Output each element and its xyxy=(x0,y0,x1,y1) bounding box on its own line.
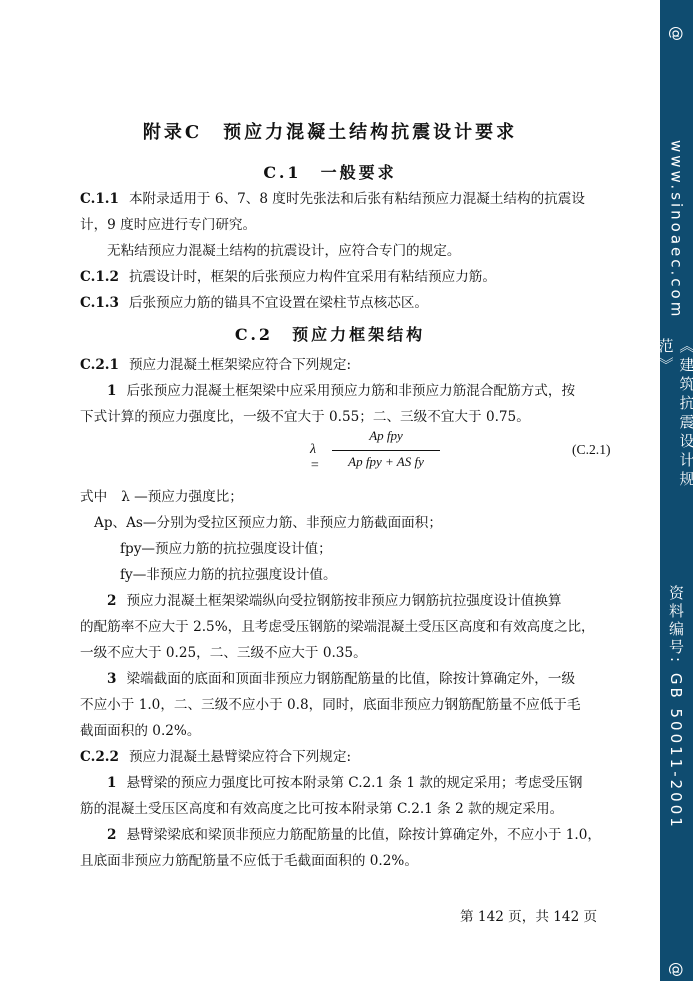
item-3-line2: 不应小于 1.0，二、三级不应小于 0.8，同时，底面非预应力钢筋配筋量不应低于毛 xyxy=(80,697,581,713)
section-c2-heading: C.2 预应力框架结构 xyxy=(234,325,426,344)
side-document-code: 资料编号: GB 50011-2001 xyxy=(667,585,685,830)
clause-c221 xyxy=(80,356,351,374)
where-line3: fpy—预应力筋的抗拉强度设计值； xyxy=(120,541,332,557)
side-website: www.sinoaec.com xyxy=(667,140,686,320)
item-text: 悬臂梁梁底和梁顶非预应力筋配筋量的比值，除按计算确定外，不应小于 1.0， xyxy=(126,827,601,843)
side-at-top: @ xyxy=(667,25,686,43)
where-line1 xyxy=(80,488,243,506)
clause-text: 预应力混凝土悬臂梁应符合下列规定: xyxy=(128,749,352,765)
clause-text: 后张预应力筋的锚具不宜设置在梁柱节点核芯区。 xyxy=(128,295,429,311)
where-lead: 式中 xyxy=(80,489,108,505)
clause-c112 xyxy=(80,268,496,286)
item-number: 1 xyxy=(107,775,117,791)
item-1-line2: 下式计算的预应力强度比，一级不宜大于 0.55；二、三级不宜大于 0.75。 xyxy=(80,409,530,425)
clause-number: C.1.2 xyxy=(80,269,119,285)
side-at-bottom: @ xyxy=(667,961,686,979)
item-2-line3: 一级不应大于 0.25，二、三级不应大于 0.35。 xyxy=(80,645,367,661)
cant-item-1-line1 xyxy=(107,774,582,792)
item-number: 2 xyxy=(107,593,117,609)
item-number: 2 xyxy=(107,827,117,843)
clause-c113 xyxy=(80,294,428,312)
item-1-line1 xyxy=(107,382,575,400)
clause-number: C.1.1 xyxy=(80,191,119,207)
clause-c111-line2: 计，9 度时应进行专门研究。 xyxy=(80,217,257,233)
clause-text: 本附录适用于 6、7、8 度时先张法和后张有粘结预应力混凝土结构的抗震设 xyxy=(128,191,585,207)
clause-c222 xyxy=(80,748,351,766)
item-2-line2: 的配筋率不应大于 2.5%，且考虑受压钢筋的梁端混凝土受压区高度和有效高度之比， xyxy=(80,619,595,635)
cant-item-1-line2: 筋的混凝土受压区高度和有效高度之比可按本附录第 C.2.1 条 2 款的规定采用。 xyxy=(80,801,564,817)
clause-text: 预应力混凝土框架梁应符合下列规定: xyxy=(128,357,352,373)
clause-number: C.2.2 xyxy=(80,749,119,765)
cant-item-2-line2: 且底面非预应力筋配筋量不应低于毛截面面积的 0.2%。 xyxy=(80,853,418,869)
item-3-line1 xyxy=(107,670,575,688)
page-footer: 第 142 页，共 142 页 xyxy=(460,909,598,925)
cant-item-2-line1 xyxy=(107,826,601,844)
formula-denominator: Ap fpy + AS fy xyxy=(348,454,424,469)
formula-number: (C.2.1) xyxy=(572,442,611,457)
fraction-bar xyxy=(332,450,440,451)
item-2-line1 xyxy=(107,592,561,610)
clause-c111-line1 xyxy=(80,190,585,208)
item-number: 3 xyxy=(107,671,117,687)
clause-number: C.2.1 xyxy=(80,357,119,373)
item-text: 后张预应力混凝土框架梁中应采用预应力筋和非预应力筋混合配筋方式，按 xyxy=(126,383,576,399)
clause-text: 抗震设计时，框架的后张预应力构件宜采用有粘结预应力筋。 xyxy=(128,269,496,285)
formula-fraction xyxy=(332,428,440,470)
item-text: 梁端截面的底面和顶面非预应力钢筋配筋量的比值，除按计算确定外，一级 xyxy=(126,671,576,687)
clause-number: C.1.3 xyxy=(80,295,119,311)
clause-c111-line3: 无粘结预应力混凝土结构的抗震设计，应符合专门的规定。 xyxy=(107,243,461,259)
where-line2: Ap、As—分别为受拉区预应力筋、非预应力筋截面面积； xyxy=(94,515,442,531)
item-3-line3: 截面面积的 0.2%。 xyxy=(80,723,201,739)
item-number: 1 xyxy=(107,383,117,399)
item-text: 悬臂梁的预应力强度比可按本附录第 C.2.1 条 1 款的规定采用；考虑受压钢 xyxy=(126,775,583,791)
where-text: λ —预应力强度比； xyxy=(121,489,243,505)
where-line4: fy—非预应力筋的抗拉强度设计值。 xyxy=(120,567,337,583)
side-book-title: 《建筑抗震设计规范》 xyxy=(656,338,696,490)
appendix-title: 附录C 预应力混凝土结构抗震设计要求 xyxy=(142,122,518,143)
side-banner xyxy=(656,0,696,981)
formula-numerator: Ap fpy xyxy=(369,428,403,443)
formula-lhs: λ = xyxy=(310,442,320,473)
section-c1-heading: C.1 一般要求 xyxy=(263,163,397,182)
item-text: 预应力混凝土框架梁端纵向受拉钢筋按非预应力钢筋抗拉强度设计值换算 xyxy=(126,593,562,609)
